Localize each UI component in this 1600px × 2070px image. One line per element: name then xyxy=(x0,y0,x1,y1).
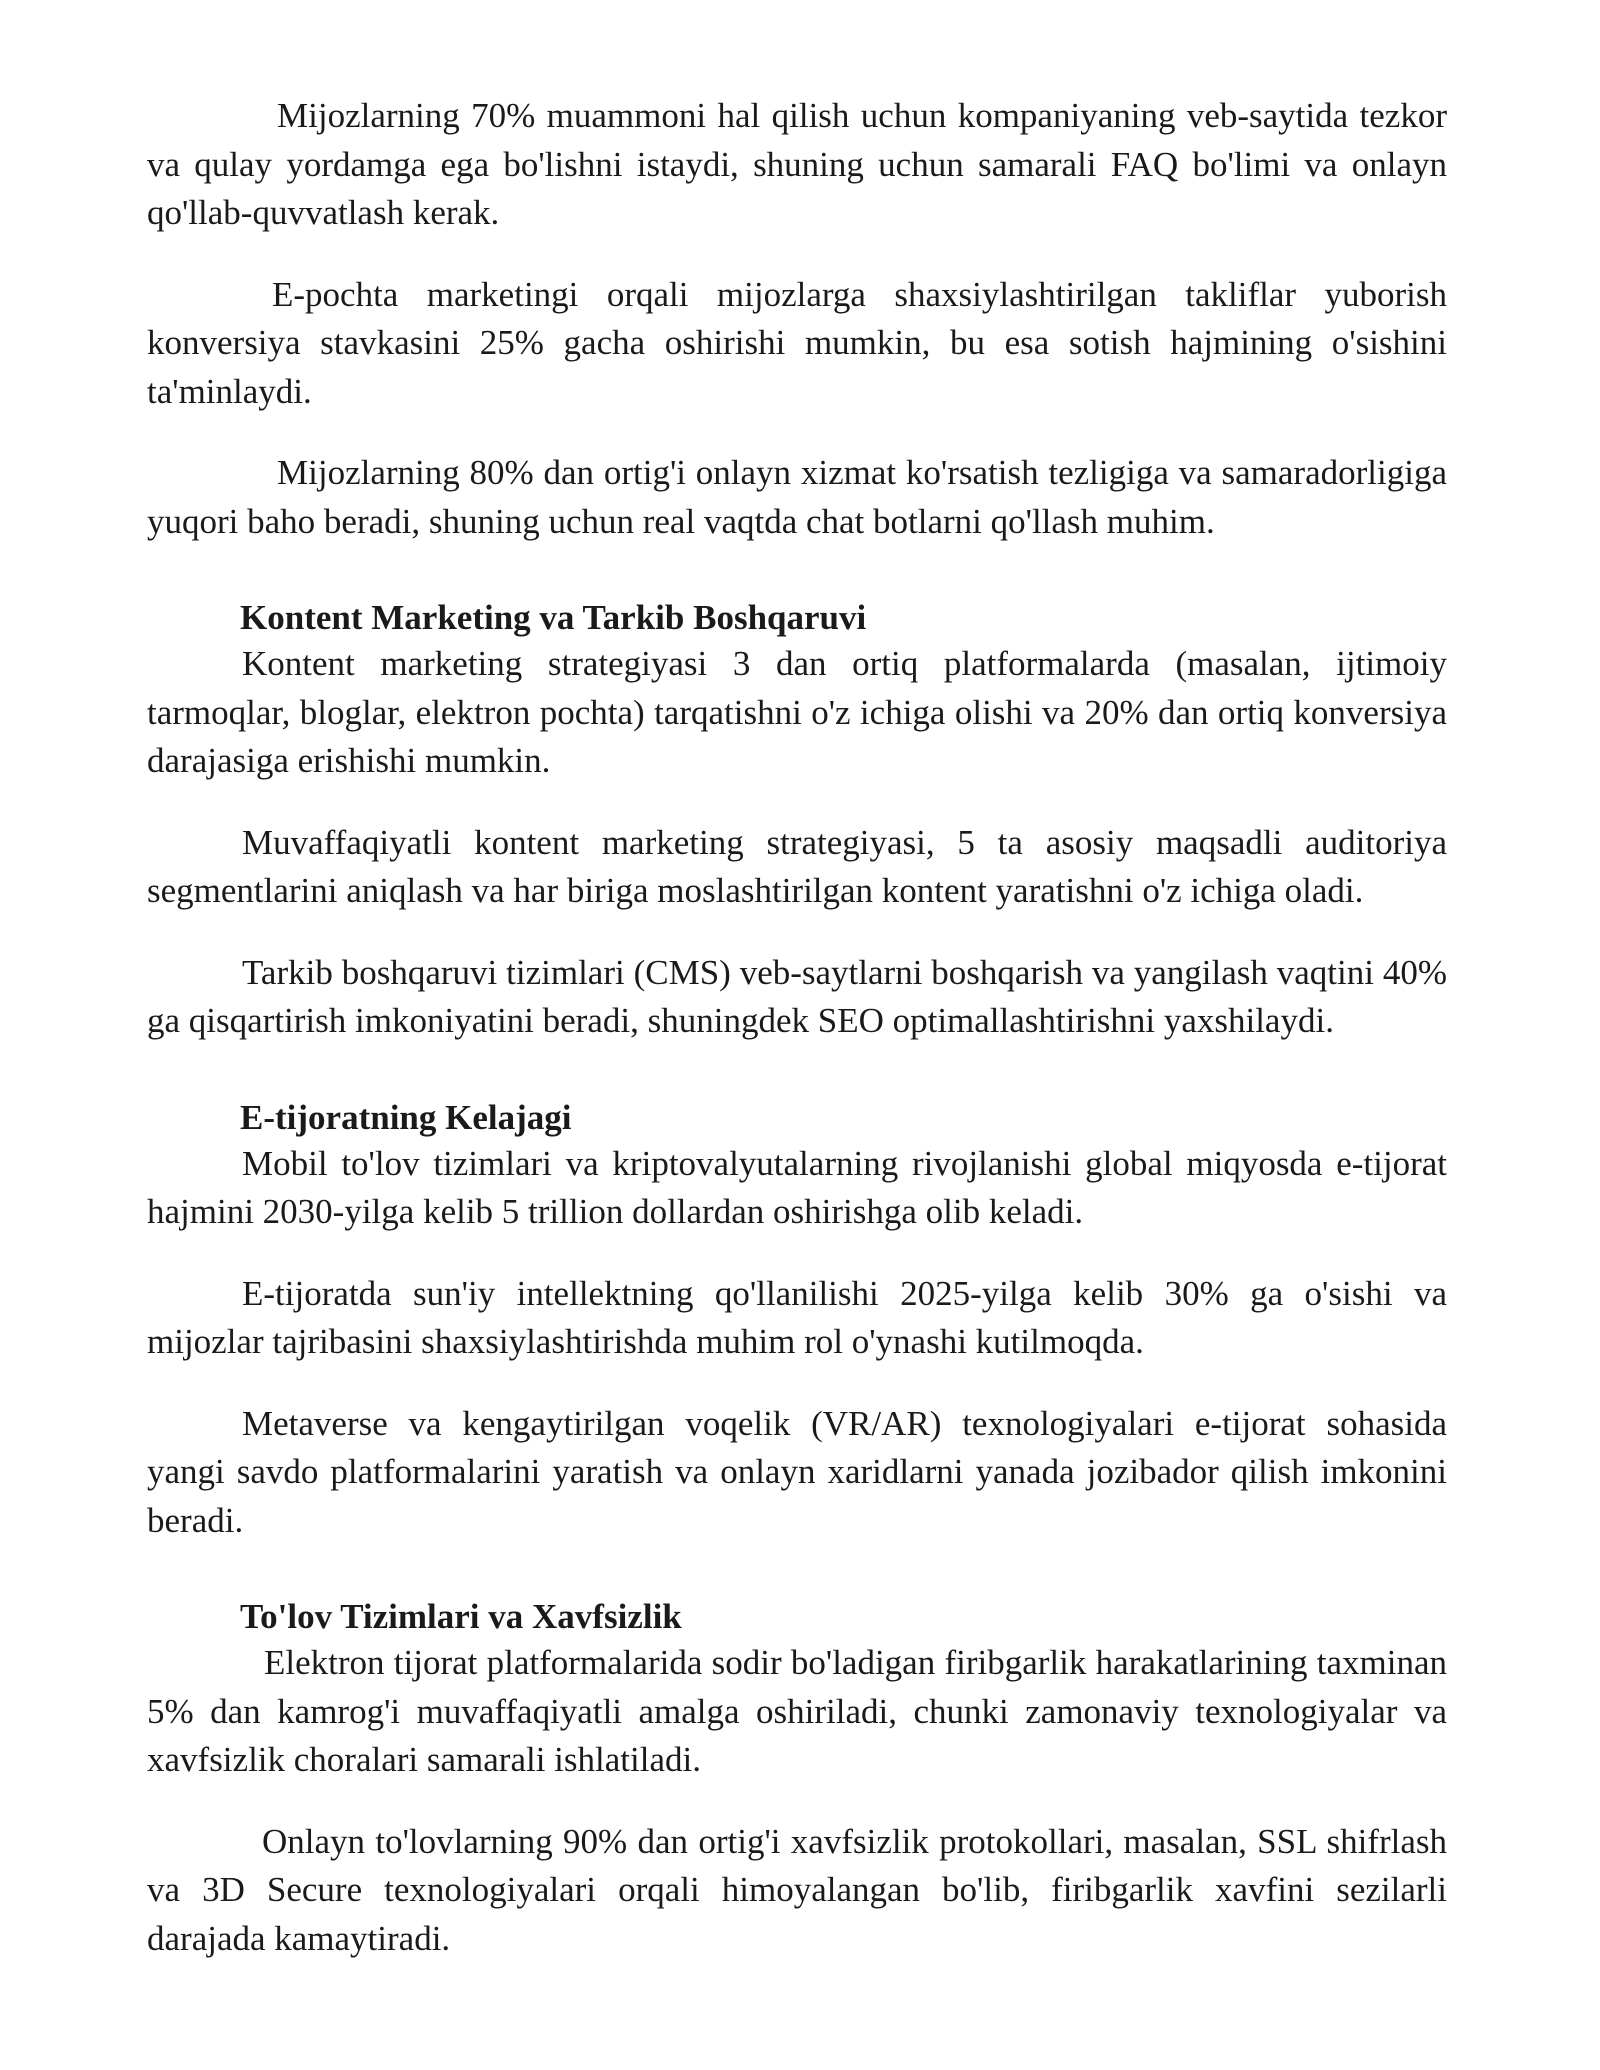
paragraph: Tarkib boshqaruvi tizimlari (CMS) veb-saytlarni boshqarish va yangilash vaqtini 40% ga qisqartirish imkoniyatini beradi, shuningdek SEO optimallashtirishni yaxshilaydi. xyxy=(147,952,1447,1040)
section-ecommerce-future xyxy=(147,1096,1447,1546)
section-content-marketing xyxy=(147,596,1447,1046)
paragraph: Elektron tijorat platformalarida sodir bo'ladigan firibgarlik harakatlarining taxminan 5% dan kamrog'i muvaffaqiyatli amalga oshiriladi, chunki zamonaviy texnologiyalar va xavfsizlik choralari samarali ishlatiladi. xyxy=(147,1643,1447,1779)
paragraph: Metaverse va kengaytirilgan voqelik (VR/AR) texnologiyalari e-tijorat sohasida yangi savdo platformalarini yaratish va onlayn xaridlarni yanada jozibador qilish imkonini beradi. xyxy=(147,1403,1447,1540)
section-heading: Kontent Marketing va Tarkib Boshqaruvi xyxy=(240,598,867,637)
paragraph-intro-1: Mijozlarning 70% muammoni hal qilish uchun kompaniyaning veb-saytida tezkor va qulay yordamga ega bo'lishni istaydi, shuning uchun samarali FAQ bo'limi va onlayn qo'llab-quvvatlash kerak. xyxy=(147,96,1447,232)
paragraph: E-tijoratda sun'iy intellektning qo'llanilishi 2025-yilga kelib 30% ga o'sishi va mijozlar tajribasini shaxsiylashtirishda muhim rol o'ynashi kutilmoqda. xyxy=(147,1273,1447,1361)
paragraph: Mobil to'lov tizimlari va kriptovalyutalarning rivojlanishi global miqyosda e-tijorat hajmini 2030-yilga kelib 5 trillion dollardan oshirishga olib keladi. xyxy=(147,1143,1447,1231)
paragraph: Muvaffaqiyatli kontent marketing strategiyasi, 5 ta asosiy maqsadli auditoriya segmentlarini aniqlash va har biriga moslashtirilgan kontent yaratishni o'z ichiga oladi. xyxy=(147,822,1447,910)
section-payments-security xyxy=(147,1595,1447,1963)
paragraph-intro-2: E-pochta marketingi orqali mijozlarga shaxsiylashtirilgan takliflar yuborish konversiya stavkasini 25% gacha oshirishi mumkin, bu esa sotish hajmining o'sishini ta'minlaydi. xyxy=(147,274,1447,411)
paragraph: Kontent marketing strategiyasi 3 dan ortiq platformalarda (masalan, ijtimoiy tarmoqlar, bloglar, elektron pochta) tarqatishni o'z ichiga olishi va 20% dan ortiq konversiya darajasiga erishishi mumkin. xyxy=(147,644,1447,780)
section-heading: E-tijoratning Kelajagi xyxy=(240,1097,572,1137)
paragraph-intro-3: Mijozlarning 80% dan ortig'i onlayn xizmat ko'rsatish tezligiga va samaradorligiga yuqori baho beradi, shuning uchun real vaqtda chat botlarni qo'llash muhim. xyxy=(147,453,1447,541)
paragraph: Onlayn to'lovlarning 90% dan ortig'i xavfsizlik protokollari, masalan, SSL shifrlash va 3D Secure texnologiyalari orqali himoyalangan bo'lib, firibgarlik xavfini sezilarli darajada kamaytiradi. xyxy=(147,1821,1447,1958)
section-heading: To'lov Tizimlari va Xavfsizlik xyxy=(240,1597,682,1636)
document-page xyxy=(147,92,1447,1996)
